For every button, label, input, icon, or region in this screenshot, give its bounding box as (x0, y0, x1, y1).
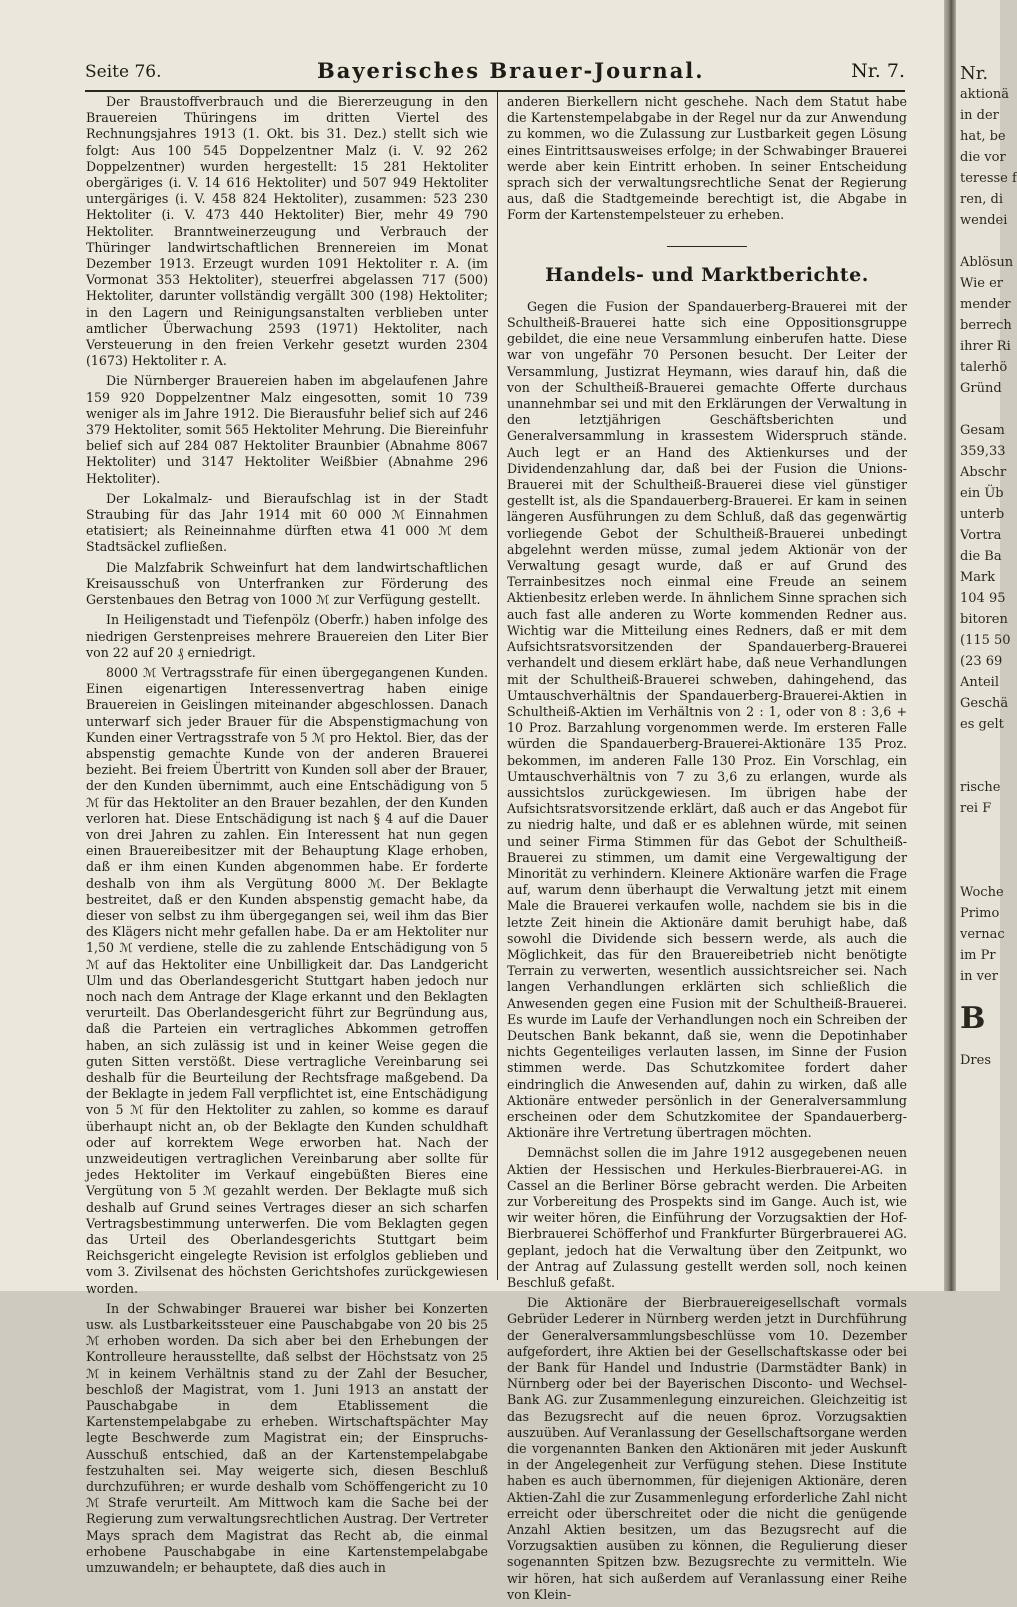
adjacent-page-line: hat, be (960, 129, 1006, 144)
adjacent-page-line: in ver (960, 969, 998, 984)
adjacent-page-line: 359,33 (960, 444, 1006, 459)
page-gutter (944, 0, 956, 1291)
article-heiligenstadt-bierpreis: In Heiligenstadt und Tiefenpölz (Oberfr.) haben infolge des niedrigen Gerstenpreises mehrere Brauereien den Liter Bier von 22 auf 20 ₰ erniedrigt. (86, 612, 488, 660)
adjacent-page-line: (23 69 (960, 654, 1003, 669)
adjacent-page-line: Nr. (960, 63, 989, 84)
adjacent-page-line: die Ba (960, 549, 1002, 564)
adjacent-page-line: unterb (960, 507, 1005, 522)
journal-title: Bayerisches Brauer-Journal. (317, 58, 705, 83)
adjacent-page-line: Anteil (960, 675, 999, 690)
article-malzfabrik-schweinfurt: Die Malzfabrik Schweinfurt hat dem landwirtschaftlichen Kreisausschuß von Unterfranken zur Förderung des Gerstenbaues den Betrag von 1000 ℳ zur Verfügung gestellt. (86, 559, 488, 608)
adjacent-page-line: mender (960, 297, 1011, 312)
page-number: Seite 76. (85, 62, 162, 82)
adjacent-page-line: rische (960, 780, 1001, 795)
adjacent-page-line: Ablösun (960, 255, 1014, 270)
adjacent-page-line: die vor (960, 150, 1006, 165)
adjacent-page-fragment (956, 0, 1017, 1291)
adjacent-page-line: teresse f (960, 171, 1017, 186)
adjacent-page-line: Gründ (960, 381, 1002, 396)
adjacent-page-line: Geschä (960, 696, 1009, 711)
adjacent-page-line: aktionä (960, 87, 1009, 102)
adjacent-page-line: ihrer Ri (960, 339, 1011, 354)
section-heading: Handels- und Marktberichte. (545, 263, 869, 286)
adjacent-page-line: B (960, 1001, 986, 1036)
left-column (86, 94, 488, 1580)
adjacent-page-line: talerhö (960, 360, 1008, 375)
article-hessische-herkules-aktien: Demnächst sollen die im Jahre 1912 ausgegebenen neuen Aktien der Hessischen und Herkules-Bierbrauerei-AG. in Cassel an die Berliner Börse gebracht werden. Die Arbeiten zur Vorbereitung des Prospekts sind im Gange. Auch ist, wie wir weiter hören, die Einführung der Vorzugsaktien der Hof-Bierbrauerei Schöfferhof und Frankfurter Bürgerbrauerei AG. geplant, jedoch hat die Verwaltung über den Zeitpunkt, wo der Antrag auf Zulassung gestellt werden soll, noch keinen Beschluß gefaßt. (507, 1145, 907, 1291)
adjacent-page-line: 104 95 (960, 591, 1006, 606)
article-lederer-nuernberg: Die Aktionäre der Bierbrauereigesellschaft vormals Gebrüder Lederer in Nürnberg werden jetzt in Durchführung der Generalversammlungsbeschlüsse vom 10. Dezember aufgefordert, ihre Aktien bei der Gesellschaftskasse oder bei der Bank für Handel und Industrie (Darmstädter Bank) in Nürnberg oder bei der Bayerischen Disconto- und Wechsel-Bank AG. zur Zusammenlegung einzureichen. Gleichzeitig ist das Bezugsrecht auf die neuen 6proz. Vorzugsaktien auszuüben. Auf Veranlassung der Gesellschaftsorgane werden die vorgenannten Banken den Aktionären mit jeder Auskunft in der Angelegenheit zur Verfügung stehen. Diese Institute haben es auch übernommen, für diejenigen Aktionäre, deren Aktien-Zahl die zur Zusammenlegung erforderliche Zahl nicht erreicht oder überschreitet oder die nicht die genügende Anzahl Aktien besitzen, um das Bezugsrecht auf die Vorzugsaktien ausüben zu können, die Regulierung dieser sogenannten Spitzen bzw. Bezugsrechte zu vermitteln. Wie wir hören, hat sich außerdem auf Veranlassung einer Reihe von Klein- (507, 1295, 907, 1602)
adjacent-page-line: es gelt (960, 717, 1004, 732)
adjacent-page-line: ein Üb (960, 486, 1004, 501)
adjacent-page-line: Wie er (960, 276, 1004, 291)
adjacent-page-line: Dres (960, 1053, 992, 1068)
column-divider (497, 92, 498, 1280)
adjacent-page-line: vernac (960, 927, 1005, 942)
adjacent-page-line: berrech (960, 318, 1012, 333)
issue-number: Nr. 7. (851, 60, 905, 82)
adjacent-page-line: Primo (960, 906, 1000, 921)
adjacent-page-line: Vortra (960, 528, 1002, 543)
article-lokalmalzaufschlag-straubing: Der Lokalmalz- und Bieraufschlag ist in der Stadt Straubing für das Jahr 1914 mit 60 000 ℳ Einnahmen etatisiert; als Reineinnahme dürften etwa 41 000 ℳ dem Stadtsäckel zufließen. (86, 490, 488, 555)
page-header (85, 58, 905, 88)
adjacent-page-line: (115 50 (960, 633, 1011, 648)
adjacent-page-line: bitoren (960, 612, 1008, 627)
article-schwabinger-brauerei: In der Schwabinger Brauerei war bisher bei Konzerten usw. als Lustbarkeitssteuer eine Pauschabgabe von 20 bis 25 ℳ erhoben worden. Da sich aber bei den Erhebungen der Kontrolleure herausstellte, daß selbst der Höchstsatz von 25 ℳ in keinem Verhältnis stand zu der Zahl der Besucher, beschloß der Magistrat, vom 1. Juni 1913 an anstatt der Pauschabgabe in dem Etablissement die Kartenstempelabgabe zu erheben. Wirtschaftspächter May legte Beschwerde zum Magistrat ein; der Einspruchs-Ausschuß entschied, daß an der Kartenstempelabgabe festzuhalten sei. May weigerte sich, diesen Beschluß durchzuführen; er wurde deshalb vom Schöffengericht zu 10 ℳ Strafe verurteilt. Am Mittwoch kam die Sache bei der Regierung zum verwaltungsrechtlichen Austrag. Der Vertreter Mays sprach dem Magistrat das Recht ab, die einmal erhobene Pauschabgabe in eine Kartenstempelabgabe umzuwandeln; er behauptete, daß dies auch in (86, 1300, 488, 1576)
adjacent-page-line: wendei (960, 213, 1008, 228)
adjacent-page-line: ren, di (960, 192, 1004, 207)
article-fusion-spandauerberg: Gegen die Fusion der Spandauerberg-Brauerei mit der Schultheiß-Brauerei hatte sich eine Oppositionsgruppe gebildet, die eine neue Versammlung einberufen hatte. Diese war von ungefähr 70 Personen besucht. Der Leiter der Versammlung, Justizrat Heymann, wies darauf hin, daß die von der Schultheiß-Brauerei gemachte Offerte durchaus unannehmbar sei und mit den Erklärungen der Verwaltung in den letztjährigen Geschäftsberichten und Generalversammlung in krassestem Widerspruch stände. Auch legt er an Hand des Aktienkurses und der Dividendenzahlung dar, daß bei der Fusion die Unions-Brauerei mit der Schultheiß-Brauerei diese viel günstiger gestellt ist, als die Spandauerberg-Brauerei. Er kam in seinen längeren Ausführungen zu dem Schluß, daß das gegenwärtig vorliegende Gebot der Schultheiß-Brauerei unbedingt abgelehnt werden müsse, zumal jedem Aktionär von der Verwaltung gesagt wurde, daß er auf Grund des Terrainbesitzes noch einmal eine Freude an seinem Aktienbesitz erleben werde. In ähnlichem Sinne sprachen sich auch fast alle anderen zu Worte kommenden Redner aus. Wichtig war die Mitteilung eines Redners, daß er mit dem Aufsichtsratsvorsitzenden der Spandauerberg-Brauerei verhandelt und diesem erklärt habe, daß neue Verhandlungen mit der Schultheiß-Brauerei schweben, dahingehend, das Umtauschverhältnis der Spandauerberg-Brauerei-Aktien in Schultheiß-Aktien im Verhältnis von 2 : 1, oder von 8 : 3,6 + 10 Proz. Barzahlung vorgenommen werde. Im ersteren Falle würden die Spandauerberg-Brauerei-Aktionäre 135 Proz. bekommen, im anderen Falle 130 Proz. Ein Vorschlag, ein Umtauschverhältnis von 7 zu 3,6 zu erlangen, wurde als aussichtslos zurückgewiesen. Im übrigen habe der Aufsichtsratsvorsitzende erklärt, daß auch er das Angebot für zu niedrig halte, und daß er es ablehnen würde, mit seinen und seiner Firma Stimmen für das Gebot der Schultheiß-Brauerei zu stimmen, um damit eine Vergewaltigung der Minorität zu verhindern. Kleinere Aktionäre warfen die Frage auf, warum denn überhaupt die Verwaltung jetzt mit einem Male die Brauerei verkaufen wolle, nachdem sie bis in die letzte Zeit hinein die Aktionäre damit beruhigt habe, daß sowohl die Dividende sich bessern werde, als auch die Möglichkeit, das für den Brauereibetrieb nicht benötigte Terrain zu verwerten, wesentlich aussichtsreicher sei. Nach langen Verhandlungen erklärten sich schließlich die Anwesenden gegen eine Fusion mit der Schultheiß-Brauerei. Es wurde im Laufe der Verhandlungen noch ein Schreiben der Deutschen Bank bekannt, daß sie, wenn die Depotinhaber nichts Gegenteiliges verlauten lassen, im Sinne der Fusion stimmen werde. Das Schutzkomitee fordert daher eindringlich die Anwesenden auf, dahin zu wirken, daß alle Aktionäre entweder persönlich in der Generalversammlung erscheinen oder dem Schutzkomitee der Spandauerberg-Aktionäre ihre Vertretung übertragen möchten. (507, 298, 907, 1141)
adjacent-page-line: Mark (960, 570, 996, 585)
adjacent-page-line: in der (960, 108, 999, 123)
article-nuernberger-brauereien: Die Nürnberger Brauereien haben im abgelaufenen Jahre 159 920 Doppelzentner Malz eingesotten, somit 10 739 weniger als im Jahre 1912. Die Bierausfuhr belief sich auf 246 379 Hektoliter, somit 565 Hektoliter Mehrung. Die Biereinfuhr belief sich auf 284 087 Hektoliter Braunbier (Abnahme 8067 Hektoliter) und 3147 Hektoliter Weißbier (Abnahme 296 Hektoliter). (86, 373, 488, 486)
article-continuation-kartenstempel: anderen Bierkellern nicht geschehe. Nach dem Statut habe die Kartenstempelabgabe in der Regel nur da zur Anwendung zu kommen, wo die Zulassung zur Lustbarkeit gegen Lösung eines Eintrittsausweises erfolge; in der Schwabinger Brauerei werde aber kein Eintritt erhoben. In seiner Entscheidung sprach sich der verwaltungsrechtliche Senat der Regierung aus, daß die Stadtgemeinde berechtigt ist, die Abgabe in Form der Kartenstempelsteuer zu erheben. (507, 94, 907, 223)
adjacent-page-line: im Pr (960, 948, 996, 963)
adjacent-page-line: rei F (960, 801, 992, 816)
adjacent-page-line: Gesam (960, 423, 1005, 438)
right-column (507, 94, 907, 1607)
section-separator (667, 246, 747, 247)
article-braustoffverbrauch-thueringen: Der Braustoffverbrauch und die Biererzeugung in den Brauereien Thüringens im dritten Viertel des Rechnungsjahres 1913 (1. Okt. bis 31. Dez.) stellt sich wie folgt: Aus 100 545 Doppelzentner Malz (i. V. 92 262 Doppelzentner) wurden hergestellt: 15 281 Hektoliter obergäriges (i. V. 14 616 Hektoliter) und 507 949 Hektoliter untergäriges (i. V. 458 824 Hektoliter), zusammen: 523 230 Hektoliter (i. V. 473 440 Hektoliter) Bier, mehr 49 790 Hektoliter. Branntweinerzeugung und Verbrauch der Thüringer landwirtschaftlichen Brennereien im Monat Dezember 1913. Erzeugt wurden 1091 Hektoliter r. A. (im Vormonat 353 Hektoliter), steuerfrei abgelassen 717 (500) Hektoliter, darunter vollständig vergällt 300 (198) Hektoliter; in den Lagern und Reinigungsanstalten verblieben unter amtlicher Überwachung 2593 (1971) Hektoliter, nach Versteuerung in den freien Verkehr gesetzt wurden 2304 (1673) Hektoliter r. A. (86, 94, 488, 369)
header-rule (85, 90, 905, 92)
adjacent-page-line: Woche (960, 885, 1004, 900)
adjacent-page-line: Abschr (960, 465, 1007, 480)
article-vertragsstrafe-geislingen: 8000 ℳ Vertragsstrafe für einen übergegangenen Kunden. Einen eigenartigen Interessenvertrag haben einige Brauereien in Geislingen miteinander abgeschlossen. Danach unterwarf sich jeder Brauer für die Abspenstigmachung von Kunden einer Vertragsstrafe von 5 ℳ pro Hektol. Bier, das der abspenstig gemachte Kunde von der anderen Brauerei bezieht. Bei freiem Übertritt von Kunden soll aber der Brauer, der den Kunden übernimmt, auch eine Entschädigung von 5 ℳ für das Hektoliter an den Brauer bezahlen, der den Kunden verloren hat. Diese Entschädigung ist nach § 4 auf die Dauer von drei Jahren zu zahlen. Ein Interessent hat nun gegen einen Brauereibesitzer mit der Behauptung Klage erhoben, daß er ihm einen Kunden abgenommen habe. Er forderte deshalb von ihm als Vergütung 8000 ℳ. Der Beklagte bestreitet, daß er den Kunden abspenstig gemacht habe, da dieser von selbst zu ihm übergegangen sei, weil ihm das Bier des Klägers nicht mehr gefallen habe. Da er am Hektoliter nur 1,50 ℳ verdiene, stelle die zu zahlende Entschädigung von 5 ℳ auf das Hektoliter eine Unbilligkeit dar. Das Landgericht Ulm und das Oberlandesgericht Stuttgart haben jedoch nur noch nach dem Antrage der Klage erkannt und den Beklagten verurteilt. Das Oberlandesgericht führt zur Begründung aus, daß die Parteien ein vertragliches Abkommen getroffen haben, an sich zulässig ist und in keiner Weise gegen die guten Sitten verstößt. Diese vertragliche Vereinbarung sei deshalb für die Beurteilung der Rechtsfrage maßgebend. Da der Beklagte in jedem Fall verpflichtet ist, eine Entschädigung von 5 ℳ für den Hektoliter zu zahlen, so komme es darauf überhaupt nicht an, ob der Beklagte den Kunden schuldhaft oder auf korrektem Wege erworben hat. Nach der unzweideutigen vertraglichen Vereinbarung aber sollte für jedes Hektoliter im Verkauf eingebüßten Bieres eine Vergütung von 5 ℳ gezahlt werden. Der Beklagte muß sich deshalb auf Grund seines Vertrages dieser an sich scharfen Vertragsbestimmung unterwerfen. Die vom Beklagten gegen das Urteil des Oberlandesgerichts Stuttgart beim Reichsgericht eingelegte Revision ist erfolglos geblieben und vom 3. Zivilsenat des höchsten Gerichtshofes zurückgewiesen worden. (86, 664, 488, 1296)
